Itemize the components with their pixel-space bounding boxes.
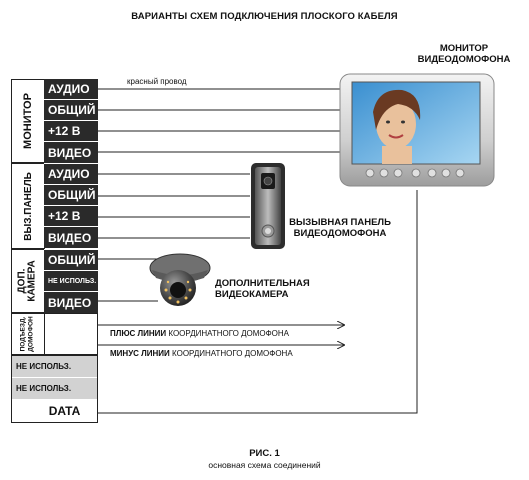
panel-caption-1: ВЫЗЫВНАЯ ПАНЕЛЬ (289, 217, 391, 228)
figure-label: РИС. 1 (249, 448, 280, 459)
row-monitor-audio: АУДИО (44, 79, 98, 100)
red-wire-note: красный провод (127, 77, 187, 86)
row-monitor-video: ВИДЕО (44, 142, 98, 163)
figure-caption: основная схема соединений (208, 460, 321, 470)
monitor-rows (44, 79, 98, 163)
camera-caption (215, 278, 310, 300)
row-panel-12v: +12 В (44, 206, 98, 227)
row-camera-unused: НЕ ИСПОЛЬЗ. (44, 271, 98, 292)
row-unused-2: НЕ ИСПОЛЬЗ. (12, 378, 97, 400)
minus-line-label (110, 349, 293, 358)
panel-caption (280, 217, 400, 239)
group-camera-label: ДОП. КАМЕРА (17, 260, 39, 302)
bottom-rows (11, 355, 98, 423)
panel-rows (44, 163, 98, 249)
group-camera (11, 249, 45, 313)
entrance-rows (44, 313, 98, 355)
panel-caption-2: ВИДЕОДОМОФОНА (293, 228, 387, 239)
camera-caption-1: ДОПОЛНИТЕЛЬНАЯ (215, 278, 310, 289)
group-entrance (11, 313, 45, 355)
diagram-title: ВАРИАНТЫ СХЕМ ПОДКЛЮЧЕНИЯ ПЛОСКОГО КАБЕЛЯ (131, 11, 398, 22)
minus-line-rest: КООРДИНАТНОГО ДОМОФОНА (169, 349, 293, 358)
dome-camera-image (146, 250, 214, 308)
minus-line-bold: МИНУС ЛИНИИ (110, 349, 170, 358)
row-monitor-common: ОБЩИЙ (44, 100, 98, 121)
monitor-caption-1: МОНИТОР (439, 43, 489, 54)
group-monitor (11, 79, 45, 163)
monitor-device-image (338, 72, 498, 190)
group-entrance-label-2: ДОМОФОН (28, 316, 35, 352)
row-panel-video: ВИДЕО (44, 227, 98, 248)
monitor-caption-2: ВИДЕОДОМОФОНА (417, 54, 511, 65)
plus-line-bold: ПЛЮС ЛИНИИ (110, 329, 167, 338)
row-camera-common: ОБЩИЙ (44, 250, 98, 271)
row-unused-1: НЕ ИСПОЛЬЗ. (12, 356, 97, 378)
row-camera-video: ВИДЕО (44, 292, 98, 313)
plus-line-label (110, 329, 289, 338)
row-monitor-12v: +12 В (44, 121, 98, 142)
monitor-caption (404, 43, 524, 65)
group-monitor-label: МОНИТОР (22, 93, 35, 149)
row-data (12, 400, 97, 422)
row-panel-audio: АУДИО (44, 164, 98, 185)
group-entrance-label (20, 316, 36, 351)
plus-line-rest: КООРДИНАТНОГО ДОМОФОНА (166, 329, 290, 338)
camera-rows (44, 249, 98, 313)
row-panel-common: ОБЩИЙ (44, 185, 98, 206)
group-entrance-label-1: ПОДЪЕЗД. (20, 316, 27, 352)
camera-caption-2: ВИДЕОКАМЕРА (215, 289, 289, 300)
group-panel-label: ВЫЗ.ПАНЕЛЬ (22, 171, 34, 241)
group-panel (11, 163, 45, 249)
row-data-label: DATA (48, 404, 81, 418)
